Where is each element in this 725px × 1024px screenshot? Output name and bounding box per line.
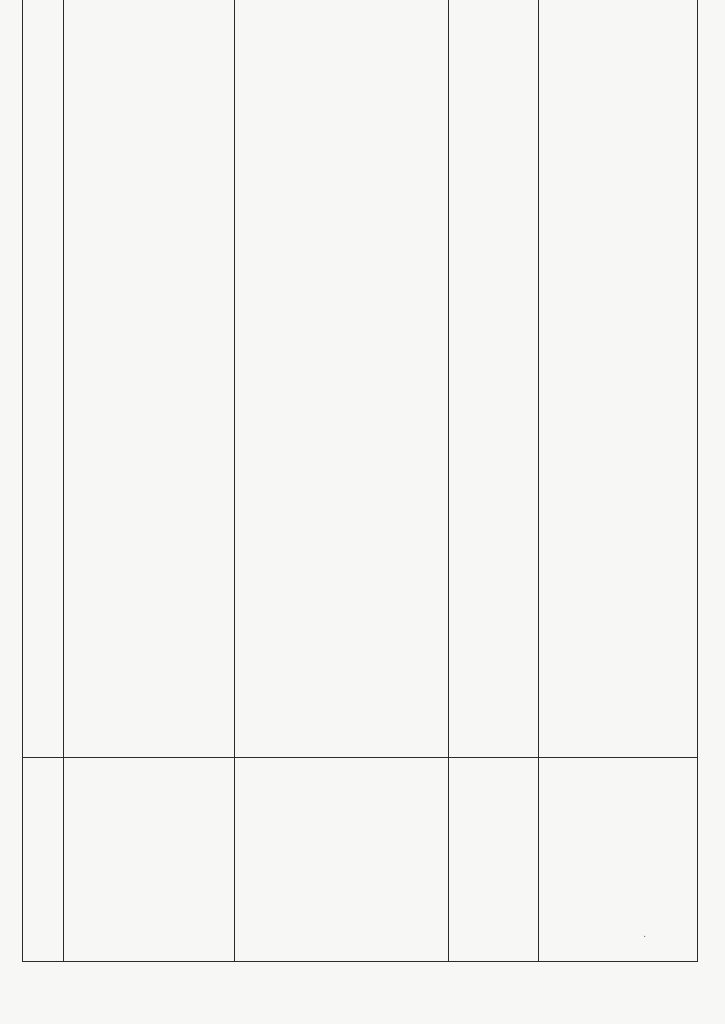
table-column-divider-3 (448, 0, 449, 962)
table-column-divider-4 (538, 0, 539, 962)
table-border-bottom (22, 961, 698, 962)
table-row-divider (22, 757, 698, 758)
table-column-divider-2 (234, 0, 235, 962)
table-border-left (22, 0, 23, 962)
scan-speck: · (643, 932, 647, 943)
table-column-divider-1 (63, 0, 64, 962)
table-border-right (697, 0, 698, 962)
